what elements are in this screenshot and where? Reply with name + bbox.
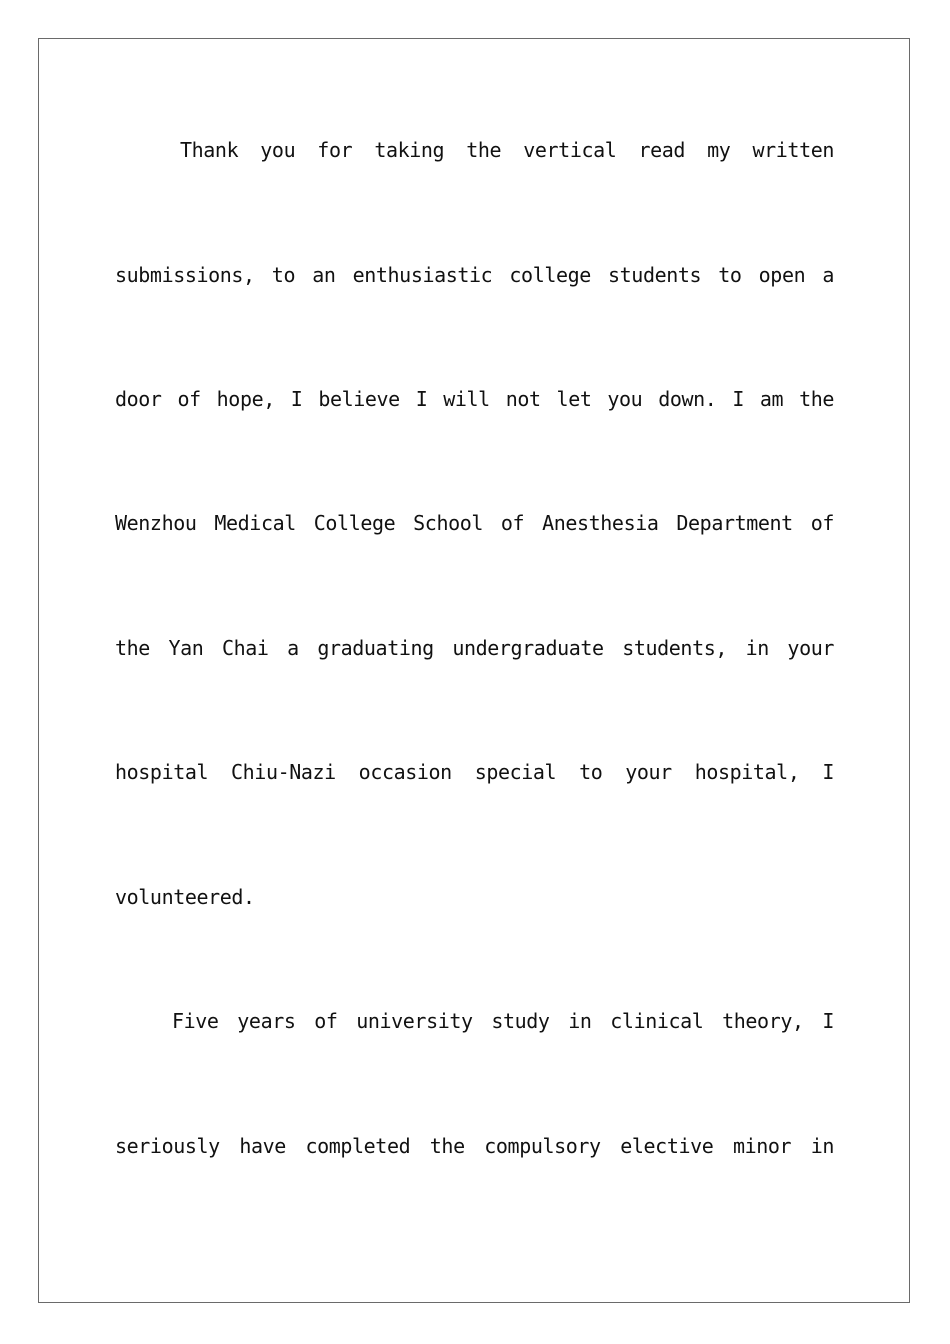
paragraph-1-line-7: volunteered. (115, 885, 255, 909)
paragraph-1-line-3: door of hope, I believe I will not let you down. I am the (115, 387, 834, 411)
paragraph-1-line-4: Wenzhou Medical College School of Anesthesia Department of (115, 511, 834, 535)
paragraph-2-line-2: seriously have completed the compulsory elective minor in (115, 1134, 834, 1158)
paragraph-1-line-5: the Yan Chai a graduating undergraduate students, in your (115, 636, 834, 660)
paragraph-1-line-2: submissions, to an enthusiastic college students to open a (115, 263, 834, 287)
paragraph-1-line-6: hospital Chiu-Nazi occasion special to your hospital, I (115, 760, 834, 784)
page-border (38, 38, 910, 1303)
paragraph-1-line-1: Thank you for taking the vertical read my written (180, 138, 834, 162)
paragraph-2-line-1: Five years of university study in clinical theory, I (172, 1009, 834, 1033)
